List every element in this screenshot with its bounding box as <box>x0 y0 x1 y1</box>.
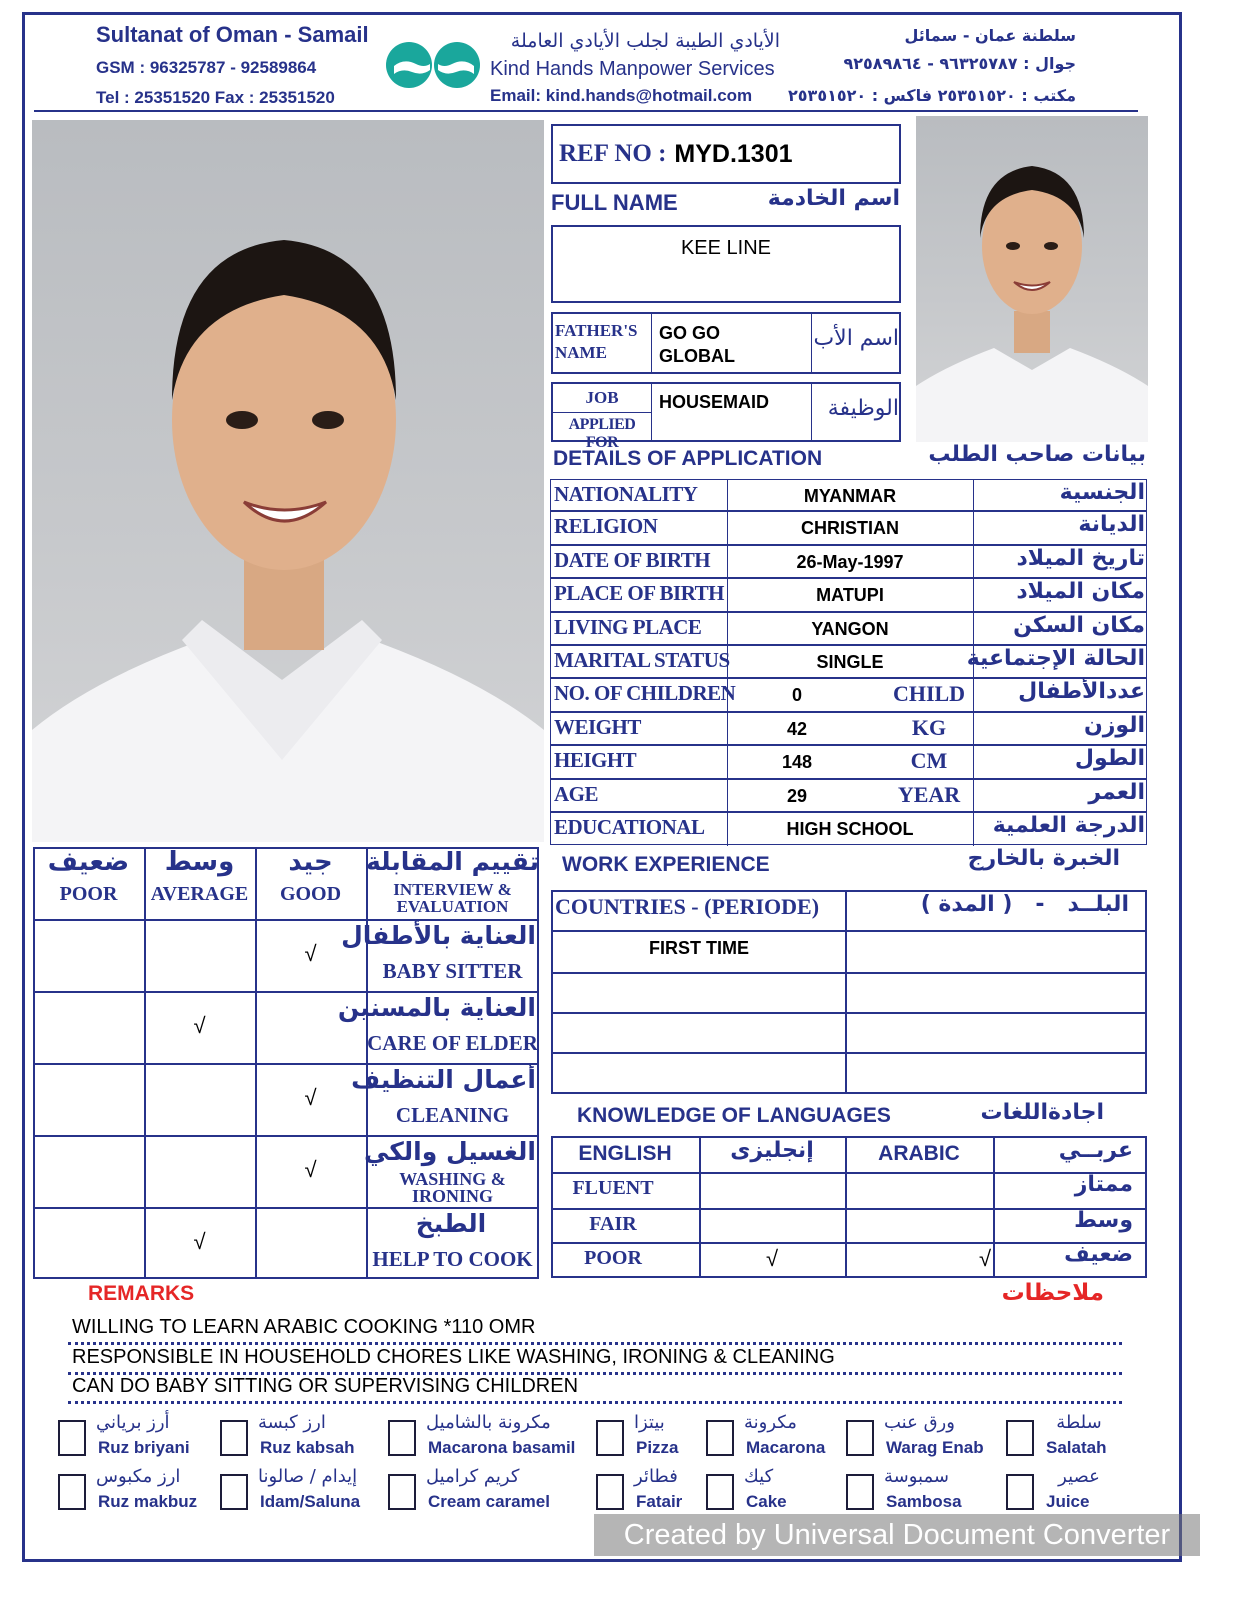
food-label-ar: سمبوسة <box>884 1466 949 1487</box>
header-right-line1: سلطنة عمان - سمائل <box>904 26 1076 45</box>
details-unit: KG <box>911 715 947 740</box>
full-name-value: KEE LINE <box>680 237 772 259</box>
eval-head-line2: EVALUATION <box>396 897 509 916</box>
eval-row-ar: العناية بالمسنين <box>337 993 536 1022</box>
details-row <box>550 712 1147 745</box>
father-name-box <box>551 312 901 374</box>
food-label-ar: ارز كبسة <box>258 1412 326 1433</box>
remarks-label-ar: ملاحظات <box>1001 1280 1104 1306</box>
lang-arabic-check: √ <box>978 1246 992 1271</box>
lang-level: FAIR <box>589 1213 637 1235</box>
watermark: Created by Universal Document Converter <box>594 1514 1200 1556</box>
details-label-ar: الحالة الإجتماعية <box>966 646 1145 671</box>
food-checkbox[interactable] <box>596 1474 624 1510</box>
details-value: SINGLE <box>816 652 884 672</box>
languages-title-ar: اجادةاللغات <box>980 1100 1104 1125</box>
food-label-ar: أرز برياني <box>96 1412 170 1433</box>
food-label: Ruz kabsah <box>260 1438 355 1457</box>
food-checkbox[interactable] <box>596 1420 624 1456</box>
header-center-arabic: الأيادي الطيبة لجلب الأيادي العاملة <box>510 30 780 52</box>
father-label-ar: اسم الأب <box>813 326 899 351</box>
languages-title: KNOWLEDGE OF LANGUAGES <box>577 1104 891 1127</box>
job-value: HOUSEMAID <box>659 392 770 412</box>
food-label-ar: عصير <box>1058 1466 1100 1487</box>
details-value: 148 <box>781 752 813 772</box>
details-label: NO. OF CHILDREN <box>554 681 736 705</box>
remark-line-2: RESPONSIBLE IN HOUSEHOLD CHORES LIKE WASHING, IRONING & CLEANING <box>72 1346 835 1368</box>
eval-head-ar: وسط <box>164 847 235 877</box>
eval-row-ar: الطبخ <box>415 1209 487 1238</box>
lang-english: ENGLISH <box>578 1142 672 1165</box>
details-row <box>550 511 1147 545</box>
food-checkbox[interactable] <box>706 1420 734 1456</box>
food-label: Idam/Saluna <box>260 1492 361 1511</box>
eval-row-en: CARE OF ELDER <box>367 1031 538 1055</box>
food-label: Macarona <box>746 1438 826 1457</box>
lang-arabic: ARABIC <box>878 1142 960 1165</box>
details-label-ar: الدرجة العلمية <box>992 813 1145 838</box>
details-unit: CM <box>910 748 948 773</box>
lang-level-ar: ضعيف <box>1064 1242 1133 1267</box>
food-label-ar: فطائر <box>634 1466 678 1487</box>
food-checkbox[interactable] <box>1006 1420 1034 1456</box>
eval-head-ar: تقييم المقابلة <box>366 847 539 876</box>
details-unit: YEAR <box>897 782 961 807</box>
applicant-photo-large <box>32 120 544 842</box>
work-col-left: COUNTRIES - (PERIODE) <box>555 894 820 919</box>
header-left-line1: Sultanat of Oman - Samail <box>96 22 369 47</box>
header-email: Email: kind.hands@hotmail.com <box>490 86 753 105</box>
details-label-ar: مكان السكن <box>1013 613 1145 638</box>
eval-head-ar: ضعيف <box>47 847 130 877</box>
food-label: Ruz makbuz <box>98 1492 198 1511</box>
food-checkbox[interactable] <box>388 1420 416 1456</box>
details-row <box>550 645 1147 678</box>
father-label-line1: FATHER'S <box>555 321 638 340</box>
remarks-label: REMARKS <box>88 1282 195 1305</box>
job-label-line2: APPLIED FOR <box>568 416 636 451</box>
details-title: DETAILS OF APPLICATION <box>553 447 823 470</box>
remark-line-3: CAN DO BABY SITTING OR SUPERVISING CHILDREN <box>72 1375 579 1397</box>
father-label-line2: NAME <box>555 343 607 362</box>
details-label-ar: عددالأطفال <box>1018 679 1145 704</box>
work-col-right-ar: البلــد - ( المدة ) <box>920 892 1129 917</box>
job-label-ar: الوظيفة <box>827 396 899 421</box>
details-label: MARITAL STATUS <box>554 648 730 672</box>
lang-level-ar: وسط <box>1074 1208 1133 1233</box>
lang-level-ar: ممتاز <box>1074 1172 1133 1197</box>
food-checkbox[interactable] <box>220 1474 248 1510</box>
eval-row-en-line1: WASHING & <box>399 1169 506 1189</box>
details-row <box>550 578 1147 612</box>
details-value: 29 <box>786 786 808 806</box>
job-box <box>551 382 901 451</box>
header-center-english: Kind Hands Manpower Services <box>490 58 775 80</box>
food-label: Ruz briyani <box>98 1438 190 1457</box>
details-label: LIVING PLACE <box>554 615 702 639</box>
father-value-line1: GO GO <box>659 323 721 343</box>
food-checkbox[interactable] <box>58 1474 86 1510</box>
details-row <box>550 745 1147 779</box>
lang-level: POOR <box>584 1247 642 1269</box>
food-label: Juice <box>1046 1492 1090 1511</box>
details-unit: CHILD <box>892 681 966 706</box>
food-label: Fatair <box>636 1492 683 1511</box>
details-value: MYANMAR <box>803 486 897 506</box>
details-label: AGE <box>554 782 599 806</box>
food-label: Warag Enab <box>886 1438 984 1457</box>
work-title-ar: الخبرة بالخارج <box>967 846 1120 871</box>
details-row <box>550 612 1147 645</box>
details-label-ar: الطول <box>1074 746 1145 771</box>
eval-head: POOR <box>59 883 118 905</box>
work-title: WORK EXPERIENCE <box>562 853 770 876</box>
details-label: RELIGION <box>554 514 658 538</box>
full-name-box <box>551 225 901 303</box>
food-label-ar: مكرونة <box>744 1412 797 1433</box>
details-value: HIGH SCHOOL <box>786 819 914 839</box>
details-value: CHRISTIAN <box>801 518 899 538</box>
header-divider <box>34 110 1138 112</box>
details-value: MATUPI <box>816 585 884 605</box>
full-name-label-ar: اسم الخادمة <box>767 186 900 211</box>
details-title-ar: بيانات صاحب الطلب <box>928 442 1146 467</box>
eval-row-en: HELP TO COOK <box>372 1247 533 1271</box>
food-label-ar: إيدام / صالونا <box>258 1466 358 1487</box>
food-label: Sambosa <box>886 1492 962 1511</box>
lang-english-check: √ <box>765 1246 779 1271</box>
food-label: Pizza <box>636 1438 679 1457</box>
eval-head: GOOD <box>279 883 342 905</box>
details-label-ar: الديانة <box>1078 512 1145 537</box>
food-label: Macarona basamil <box>428 1438 576 1457</box>
ref-number-box <box>551 124 901 184</box>
eval-check: √ <box>304 1157 317 1182</box>
lang-english-ar: إنجليزى <box>730 1138 814 1163</box>
remark-divider <box>68 1401 1122 1404</box>
details-value: 0 <box>791 685 802 705</box>
food-checkbox[interactable] <box>846 1474 874 1510</box>
header-right-line3: مكتب : ٢٥٣٥١٥٢٠ فاكس : ٢٥٣٥١٥٢٠ <box>788 86 1076 105</box>
eval-row-ar: أعمال التنظيف <box>351 1065 536 1094</box>
eval-row-en: BABY SITTER <box>382 959 523 983</box>
food-checkbox[interactable] <box>58 1420 86 1456</box>
food-checkbox[interactable] <box>846 1420 874 1456</box>
ref-value: MYD.1301 <box>674 139 793 168</box>
header-right-line2: جوال : ٩٦٣٢٥٧٨٧ - ٩٢٥٨٩٨٦٤ <box>843 54 1076 73</box>
food-checkbox[interactable] <box>388 1474 416 1510</box>
eval-head-line1: INTERVIEW & <box>393 880 512 899</box>
eval-check: √ <box>193 1013 206 1038</box>
details-label-ar: العمر <box>1088 780 1145 805</box>
details-label: DATE OF BIRTH <box>554 548 711 572</box>
details-label: PLACE OF BIRTH <box>554 581 725 605</box>
remark-divider <box>68 1342 1122 1345</box>
details-value: 26-May-1997 <box>796 552 904 572</box>
lang-level: FLUENT <box>572 1177 654 1199</box>
remark-line-1: WILLING TO LEARN ARABIC COOKING *110 OMR <box>72 1316 536 1338</box>
father-value-line2: GLOBAL <box>659 346 735 366</box>
food-label-ar: كيك <box>744 1466 774 1487</box>
food-checkbox[interactable] <box>706 1474 734 1510</box>
details-value: 42 <box>786 719 808 739</box>
eval-check: √ <box>304 1085 317 1110</box>
details-label: HEIGHT <box>554 748 637 772</box>
food-label-ar: بيتزا <box>634 1412 665 1433</box>
food-label: Cream caramel <box>428 1492 550 1511</box>
details-label-ar: الوزن <box>1083 713 1145 738</box>
applicant-photo-small <box>916 116 1148 442</box>
kind-hands-logo <box>384 40 484 90</box>
eval-check: √ <box>304 941 317 966</box>
eval-head: AVERAGE <box>150 883 249 905</box>
food-checkbox[interactable] <box>220 1420 248 1456</box>
header-left-line3: Tel : 25351520 Fax : 25351520 <box>96 88 335 107</box>
header-left-line2: GSM : 96325787 - 92589864 <box>96 58 317 77</box>
details-row <box>550 678 1147 712</box>
details-row <box>550 479 1147 511</box>
food-checkbox[interactable] <box>1006 1474 1034 1510</box>
food-label: Salatah <box>1046 1438 1107 1457</box>
eval-row-ar: الغسيل والكي <box>363 1137 536 1166</box>
food-label-ar: ورق عنب <box>884 1412 955 1433</box>
full-name-label: FULL NAME <box>551 190 678 215</box>
ref-label: REF NO : <box>559 140 667 167</box>
eval-row-en-line2: IRONING <box>411 1186 493 1206</box>
eval-check: √ <box>193 1229 206 1254</box>
details-label-ar: مكان الميلاد <box>1016 579 1145 604</box>
food-label: Cake <box>746 1492 787 1511</box>
details-value: YANGON <box>811 619 889 639</box>
details-label: EDUCATIONAL <box>554 815 705 839</box>
work-experience-table <box>551 890 1147 1094</box>
languages-table <box>551 1136 1147 1278</box>
details-row <box>550 812 1147 845</box>
eval-head-ar: جيد <box>288 847 333 877</box>
details-label-ar: الجنسية <box>1059 480 1145 505</box>
food-label-ar: كريم كراميل <box>426 1466 520 1487</box>
food-label-ar: سلطة <box>1056 1412 1102 1433</box>
job-label-line1: JOB <box>585 388 619 407</box>
details-row <box>550 545 1147 578</box>
work-row: FIRST TIME <box>649 938 749 958</box>
details-label: NATIONALITY <box>554 482 698 506</box>
evaluation-table <box>33 847 539 1279</box>
details-row <box>550 779 1147 812</box>
eval-row-en: CLEANING <box>395 1103 510 1127</box>
details-label: WEIGHT <box>554 715 641 739</box>
lang-arabic-ar: عربــي <box>1058 1138 1133 1163</box>
food-label-ar: ارز مكبوس <box>96 1466 181 1487</box>
eval-row-ar: العناية بالأطفال <box>341 921 536 950</box>
food-label-ar: مكرونة بالشاميل <box>426 1412 551 1433</box>
details-label-ar: تاريخ الميلاد <box>1016 546 1145 571</box>
